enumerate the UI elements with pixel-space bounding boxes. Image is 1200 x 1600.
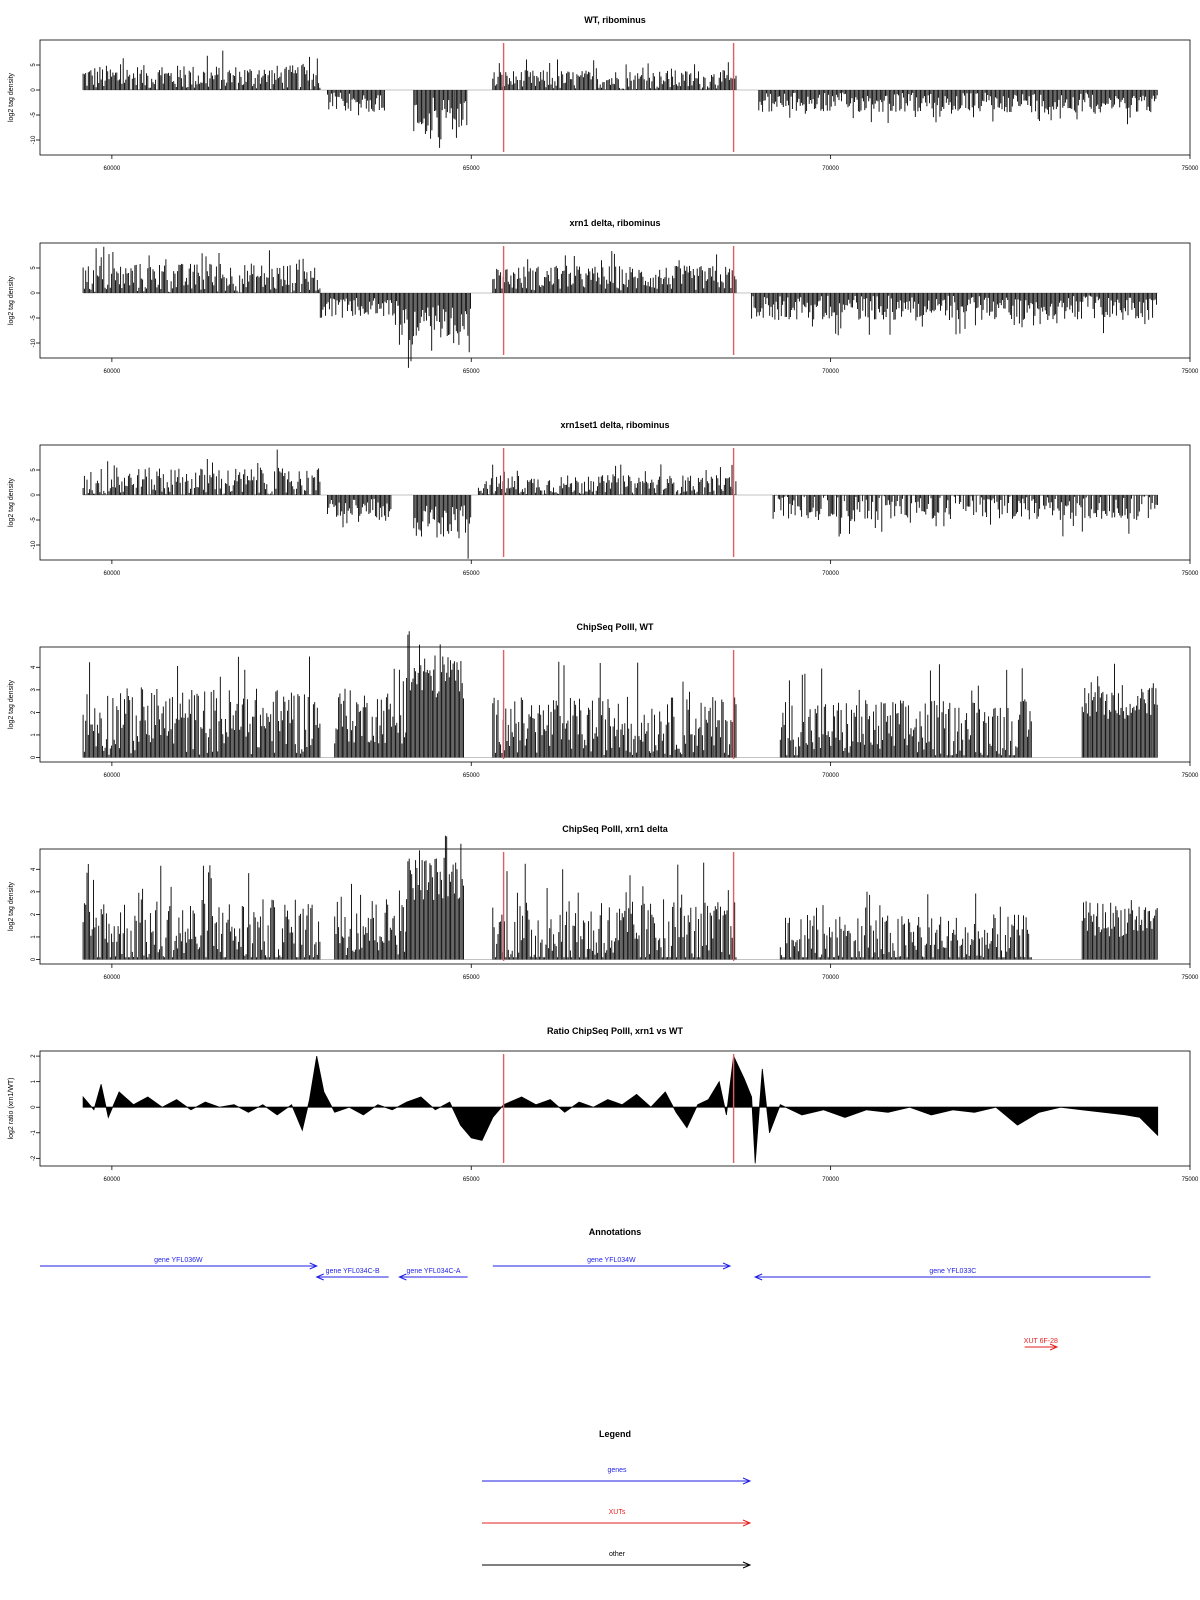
annotation-label: gene YFL034C-B	[325, 1268, 380, 1275]
signal-segment	[83, 864, 320, 960]
x-tick-label: 60000	[103, 369, 121, 375]
panel-1	[8, 15, 1199, 172]
signal-bars	[493, 662, 736, 758]
x-tick-label: 65000	[462, 975, 480, 981]
y-tick-label: 5	[31, 63, 37, 67]
signal-bars	[752, 293, 1157, 335]
legend-title: Legend	[598, 1429, 632, 1439]
signal-segment	[1082, 664, 1157, 758]
signal-segment	[83, 51, 320, 90]
y-tick-label: -5	[31, 517, 37, 523]
y-tick-label: 5	[31, 266, 37, 270]
panel-title: xrn1set1 delta, ribominus	[560, 420, 670, 430]
x-tick-label: 70000	[822, 571, 839, 577]
x-tick-label: 65000	[462, 1177, 480, 1183]
x-tick-label: 60000	[103, 166, 121, 172]
annotation-label: gene YFL034C-A	[406, 1268, 461, 1275]
x-tick-label: 75000	[1181, 166, 1199, 172]
signal-segment	[478, 464, 736, 495]
x-tick-label: 65000	[462, 571, 480, 577]
x-tick-label: 75000	[1181, 369, 1199, 375]
plot-frame	[40, 243, 1190, 358]
y-tick-label: 5	[31, 468, 37, 472]
signal-bars	[759, 90, 1157, 124]
signal-segment	[1082, 900, 1157, 959]
x-tick-label: 60000	[103, 773, 121, 779]
signal-segment	[780, 892, 1031, 960]
signal-segment	[83, 247, 320, 293]
chart-panels	[8, 15, 1199, 1183]
y-tick-label: 3	[31, 688, 37, 692]
x-tick-label: 70000	[822, 773, 839, 779]
signal-segment	[414, 495, 471, 559]
signal-bars	[83, 247, 320, 293]
panel-title: xrn1 delta, ribominus	[569, 218, 661, 228]
y-tick-label: 0	[31, 755, 37, 760]
legend	[482, 1429, 750, 1568]
y-tick-label: 2	[31, 710, 37, 715]
x-tick-label: 65000	[462, 166, 480, 172]
y-tick-label: 1	[31, 935, 37, 939]
x-tick-label: 75000	[1181, 571, 1199, 577]
signal-segment	[407, 836, 464, 960]
signal-segment	[780, 664, 1031, 757]
y-tick-label: 3	[31, 890, 37, 894]
y-tick-label: 1	[31, 733, 37, 737]
legend-label: genes	[607, 1467, 627, 1474]
legend-label: other	[609, 1551, 625, 1558]
signal-bars	[83, 51, 320, 90]
signal-segment	[414, 90, 467, 148]
panel-6	[8, 1026, 1199, 1183]
signal-segment	[83, 657, 320, 758]
annotation-label: gene YFL036W	[154, 1257, 203, 1264]
signal-segment	[773, 495, 1157, 537]
annotations-track	[40, 1227, 1150, 1350]
x-tick-label: 70000	[822, 1177, 839, 1183]
annotation-genes	[493, 1257, 730, 1269]
x-tick-label: 60000	[103, 571, 121, 577]
signal-bars	[83, 450, 320, 495]
legend-item-other	[482, 1551, 750, 1568]
signal-bars	[83, 864, 320, 960]
signal-segment	[335, 884, 406, 960]
panel-title: Ratio ChipSeq PolII, xrn1 vs WT	[546, 1026, 684, 1036]
signal-bars	[407, 836, 464, 960]
x-tick-label: 75000	[1181, 975, 1199, 981]
x-tick-label: 75000	[1181, 1177, 1199, 1183]
plot-frame	[40, 647, 1190, 762]
signal-segment	[493, 863, 736, 960]
y-axis-label: log2 tag density	[8, 881, 15, 932]
y-tick-label: 0	[31, 1105, 37, 1109]
signal-segment	[493, 60, 736, 91]
signal-bars	[83, 657, 320, 758]
signal-bars	[414, 90, 467, 148]
y-tick-label: 1	[31, 1079, 37, 1084]
signal-bars	[399, 293, 470, 368]
panel-5	[8, 824, 1199, 981]
signal-bars	[1082, 900, 1157, 959]
signal-bars	[320, 293, 399, 325]
x-tick-label: 65000	[462, 773, 480, 779]
signal-segment	[328, 90, 385, 115]
y-tick-label: 4	[31, 867, 37, 871]
annotation-label: gene YFL033C	[929, 1268, 977, 1275]
signal-bars	[773, 495, 1157, 537]
y-tick-label: -1	[31, 1130, 37, 1136]
y-tick-label: -10	[31, 135, 37, 145]
annotation-genes	[755, 1268, 1150, 1280]
y-tick-label: 2	[31, 1054, 37, 1058]
annotation-items	[40, 1257, 1150, 1350]
signal-segment	[399, 293, 470, 368]
y-axis-label: log2 tag density	[8, 275, 15, 326]
y-tick-label: -5	[31, 315, 37, 321]
signal-bars	[328, 90, 385, 115]
y-tick-label: -10	[31, 540, 37, 550]
y-tick-label: -10	[31, 338, 37, 348]
y-tick-label: 4	[31, 665, 37, 669]
panel-title: WT, ribominus	[584, 15, 646, 25]
legend-item-xuts	[482, 1509, 750, 1526]
signal-bars	[1082, 664, 1157, 758]
legend-item-genes	[482, 1467, 750, 1484]
legend-label: XUTs	[608, 1509, 626, 1516]
y-tick-label: 0	[31, 88, 37, 92]
annotation-genes	[399, 1268, 467, 1280]
signal-bars	[414, 495, 471, 559]
signal-bars	[328, 495, 391, 527]
signal-bars	[335, 884, 406, 960]
signal-segment	[335, 669, 406, 758]
y-axis-label: log2 tag density	[8, 477, 15, 528]
panel-4	[8, 622, 1199, 779]
y-tick-label: 0	[31, 957, 37, 962]
annotation-genes	[40, 1257, 317, 1269]
signal-segment	[83, 450, 320, 495]
x-tick-label: 70000	[822, 975, 839, 981]
panel-2	[8, 218, 1199, 375]
panel-3	[8, 420, 1199, 577]
signal-segment	[752, 293, 1157, 335]
x-tick-label: 65000	[462, 369, 480, 375]
signal-bars	[493, 863, 736, 960]
y-tick-label: 0	[31, 291, 37, 295]
x-tick-label: 70000	[822, 369, 839, 375]
signal-bars	[335, 669, 406, 758]
signal-segment	[328, 495, 391, 527]
annotation-xuts	[1024, 1338, 1058, 1350]
signal-bars	[780, 892, 1031, 960]
y-tick-label: -2	[31, 1155, 37, 1162]
panel-title: ChipSeq PolII, xrn1 delta	[562, 824, 668, 834]
signal-segment	[493, 251, 736, 293]
signal-bars	[493, 60, 736, 91]
legend-items	[482, 1467, 750, 1568]
y-axis-label: log2 ratio (xrn1/WT)	[8, 1077, 15, 1140]
signal-bars	[478, 464, 736, 495]
x-tick-label: 70000	[822, 166, 839, 172]
signal-segment	[320, 293, 399, 325]
y-axis-label: log2 tag density	[8, 679, 15, 730]
signal-segment	[493, 662, 736, 758]
signal-bars	[407, 631, 464, 757]
panel-title: ChipSeq PolII, WT	[576, 622, 654, 632]
annotation-label: gene YFL034W	[587, 1257, 636, 1264]
signal-segment	[759, 90, 1157, 124]
y-tick-label: -5	[31, 112, 37, 118]
y-axis-label: log2 tag density	[8, 72, 15, 123]
annotation-genes	[317, 1268, 389, 1280]
annotation-label: XUT 6F-28	[1023, 1338, 1058, 1345]
signal-bars	[493, 251, 736, 293]
ratio-area	[83, 1056, 1158, 1163]
y-tick-label: 2	[31, 912, 37, 917]
signal-bars	[780, 664, 1031, 757]
y-tick-label: 0	[31, 493, 37, 497]
signal-segment	[407, 631, 464, 757]
annotations-title: Annotations	[588, 1227, 642, 1237]
x-tick-label: 75000	[1181, 773, 1199, 779]
x-tick-label: 60000	[103, 975, 121, 981]
x-tick-label: 60000	[103, 1177, 121, 1183]
